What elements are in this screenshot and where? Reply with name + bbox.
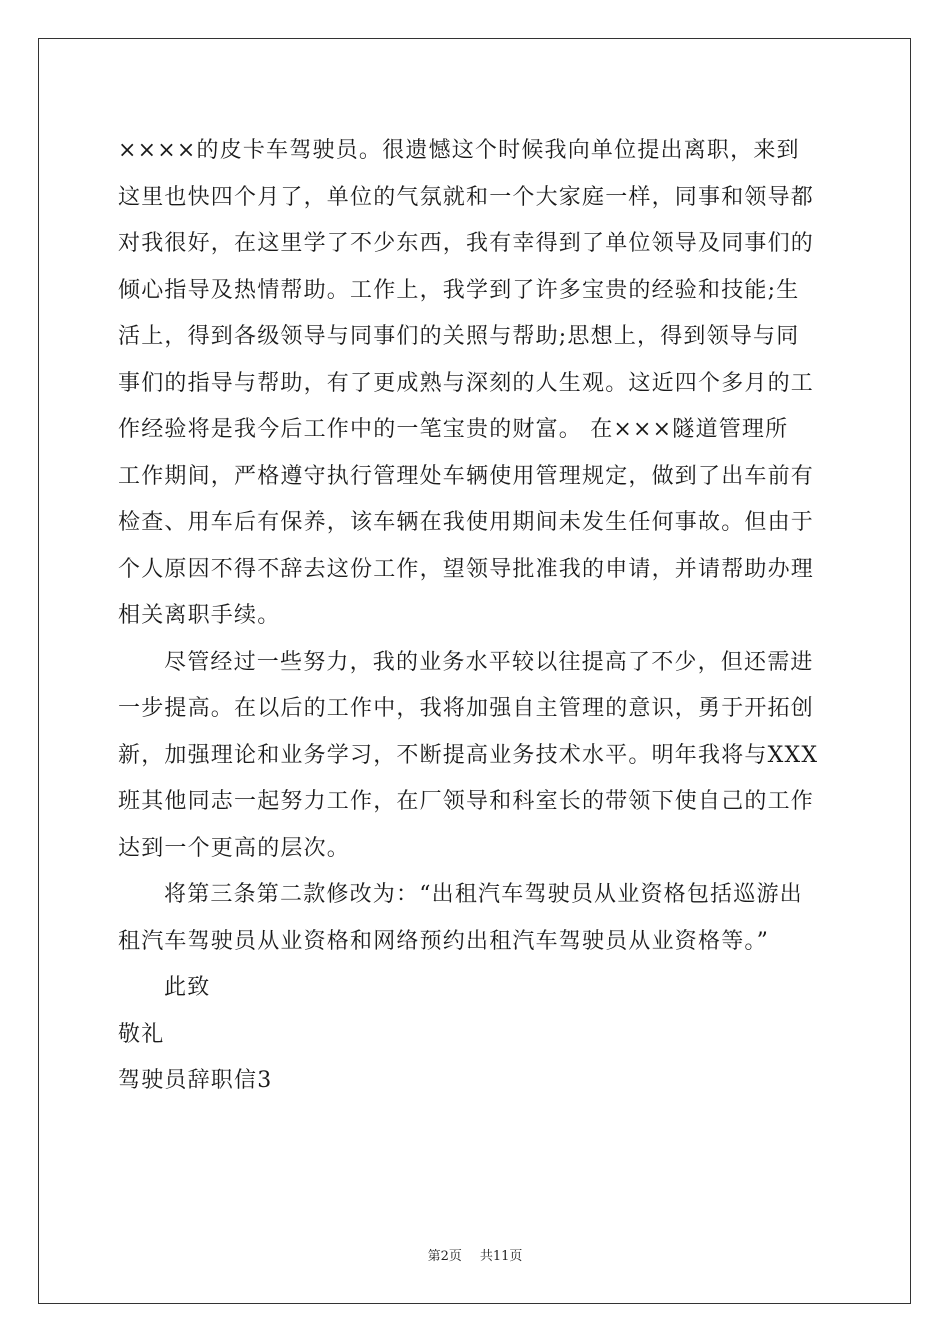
text-line: 尽管经过一些努力，我的业务水平较以往提高了不少，但还需进 xyxy=(164,649,814,675)
text-line: 倾心指导及热情帮助。工作上，我学到了许多宝贵的经验和技能;生 xyxy=(118,277,800,303)
text-line: 一步提高。在以后的工作中，我将加强自主管理的意识，勇于开拓创 xyxy=(118,696,815,721)
page-footer xyxy=(0,1248,950,1266)
text-line: 相关离职手续。 xyxy=(118,603,281,628)
text-line: 租汽车驾驶员从业资格和网络预约出租汽车驾驶员从业资格等。” xyxy=(118,928,770,954)
text-line: 工作期间，严格遵守执行管理处车辆使用管理规定，做到了出车前有 xyxy=(118,463,815,489)
text-line: 作经验将是我今后工作中的一笔宝贵的财富。 在×××隧道管理所 xyxy=(118,417,789,442)
page-number: 第2页 xyxy=(427,1249,462,1264)
paragraph xyxy=(118,1058,838,1105)
text-line: 这里也快四个月了，单位的气氛就和一个大家庭一样，同事和领导都 xyxy=(118,184,815,210)
text-line: 将第三条第二款修改为：“出租汽车驾驶员从业资格包括巡游出 xyxy=(164,882,803,907)
text-line: 敬礼 xyxy=(118,1021,165,1047)
paragraph xyxy=(118,640,838,873)
text-line: 检查、用车后有保养，该车辆在我使用期间未发生任何事故。但由于 xyxy=(118,510,815,535)
text-line: 新，加强理论和业务学习，不断提高业务技术水平。明年我将与XXX xyxy=(118,742,819,768)
text-line: 事们的指导与帮助，有了更成熟与深刻的人生观。这近四个多月的工 xyxy=(118,370,815,396)
paragraph xyxy=(118,872,838,965)
paragraph xyxy=(118,965,838,1012)
text-line: 驾驶员辞职信3 xyxy=(118,1068,273,1093)
paragraph xyxy=(118,128,838,640)
document-body xyxy=(118,128,838,1105)
text-line: 活上，得到各级领导与同事们的关照与帮助;思想上，得到领导与同 xyxy=(118,324,800,349)
text-line: 达到一个更高的层次。 xyxy=(118,835,351,861)
page-total: 共11页 xyxy=(479,1249,523,1264)
text-line: ××××的皮卡车驾驶员。很遗憾这个时候我向单位提出离职，来到 xyxy=(118,138,800,163)
text-line: 个人原因不得不辞去这份工作，望领导批准我的申请，并请帮助办理 xyxy=(118,556,815,582)
text-line: 此致 xyxy=(164,975,211,1000)
text-line: 对我很好，在这里学了不少东西，我有幸得到了单位领导及同事们的 xyxy=(118,231,815,256)
text-line: 班其他同志一起努力工作，在厂领导和科室长的带领下使自己的工作 xyxy=(118,789,815,814)
paragraph xyxy=(118,1012,838,1059)
